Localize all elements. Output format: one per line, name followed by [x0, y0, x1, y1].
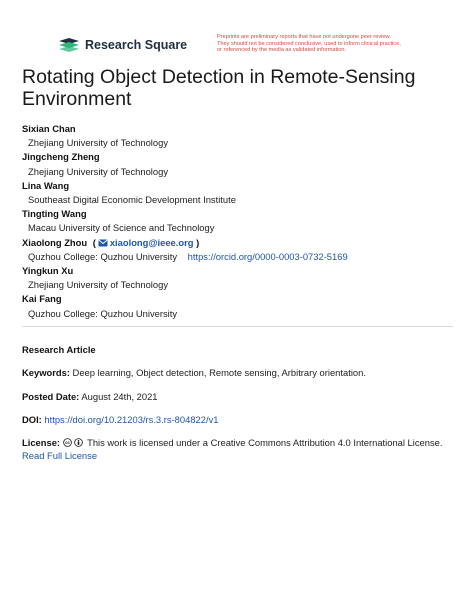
- author-entry: [22, 122, 462, 150]
- author-list: [22, 122, 462, 321]
- doi-row: [22, 413, 462, 426]
- creative-commons-icon: [63, 438, 72, 447]
- author-affiliation: Zhejiang University of Technology: [28, 279, 169, 291]
- author-entry: [22, 292, 462, 320]
- author-name: Sixian Chan: [22, 123, 76, 134]
- research-square-logo[interactable]: [58, 37, 187, 53]
- author-affiliation: Macau University of Science and Technology: [28, 222, 215, 234]
- author-entry: [22, 179, 462, 207]
- author-entry: [22, 150, 462, 178]
- posted-date-label: Posted Date:: [22, 391, 80, 402]
- license-label: License:: [22, 437, 61, 448]
- license-row: [22, 436, 462, 449]
- keywords-label: Keywords:: [22, 367, 70, 378]
- disclaimer-line: or referenced by the media as validated information.: [217, 47, 347, 54]
- paper-title: [22, 66, 442, 110]
- author-affiliation: Southeast Digital Economic Development Institute: [28, 194, 236, 206]
- envelope-icon: [98, 239, 108, 247]
- disclaimer-line: Preprints are preliminary reports that have not undergone peer review.: [217, 34, 391, 40]
- corresponding-author-row: [22, 236, 462, 250]
- doi-label: DOI:: [22, 414, 42, 425]
- disclaimer-line: They should not be considered conclusive, used to inform clinical practice,: [217, 40, 401, 47]
- author-affiliation: Zhejiang University of Technology: [28, 137, 169, 149]
- author-name: Yingkun Xu: [22, 265, 74, 277]
- email-close-paren: ): [196, 236, 200, 248]
- attribution-icon: [74, 438, 83, 447]
- license-text: This work is licensed under a Creative Commons Attribution 4.0 International License.: [87, 437, 443, 448]
- read-license-row: [22, 449, 462, 462]
- read-full-license-link[interactable]: Read Full License: [22, 450, 98, 461]
- author-affiliation: Quzhou College: Quzhou University: [28, 250, 178, 262]
- keywords-value: Deep learning, Object detection, Remote sensing, Arbitrary orientation.: [72, 367, 366, 378]
- email-link[interactable]: xiaolong@ieee.org: [109, 236, 194, 248]
- preprint-disclaimer: [217, 34, 447, 54]
- author-entry: [22, 207, 462, 235]
- svg-text:cc: cc: [64, 440, 70, 446]
- article-type-label: Research Article: [22, 344, 96, 355]
- author-name: Jingcheng Zheng: [22, 151, 100, 163]
- author-name: Xiaolong Zhou: [22, 236, 88, 248]
- author-name: Lina Wang: [22, 179, 70, 191]
- article-type: [22, 343, 462, 356]
- email-open-paren: (: [92, 236, 96, 248]
- author-affiliation-row: [22, 250, 462, 264]
- author-affiliation: Zhejiang University of Technology: [28, 165, 169, 177]
- author-entry: [22, 236, 462, 264]
- title-line: Environment: [22, 88, 132, 110]
- orcid-link[interactable]: https://orcid.org/0000-0003-0732-5169: [187, 250, 348, 262]
- author-affiliation: Quzhou College: Quzhou University: [28, 307, 178, 319]
- author-name: Tingting Wang: [22, 208, 87, 220]
- author-name: Kai Fang: [22, 293, 62, 305]
- header: [0, 0, 474, 62]
- section-divider: [22, 326, 453, 327]
- posted-date-value: August 24th, 2021: [81, 391, 158, 402]
- title-line: Rotating Object Detection in Remote-Sensing: [22, 66, 416, 88]
- doi-link[interactable]: https://doi.org/10.21203/rs.3.rs-804822/v1: [44, 414, 219, 425]
- author-entry: [22, 264, 462, 292]
- keywords-row: [22, 366, 462, 379]
- posted-date-row: [22, 390, 462, 403]
- brand-name: Research Square: [85, 38, 188, 52]
- research-square-logo-icon: [58, 37, 80, 53]
